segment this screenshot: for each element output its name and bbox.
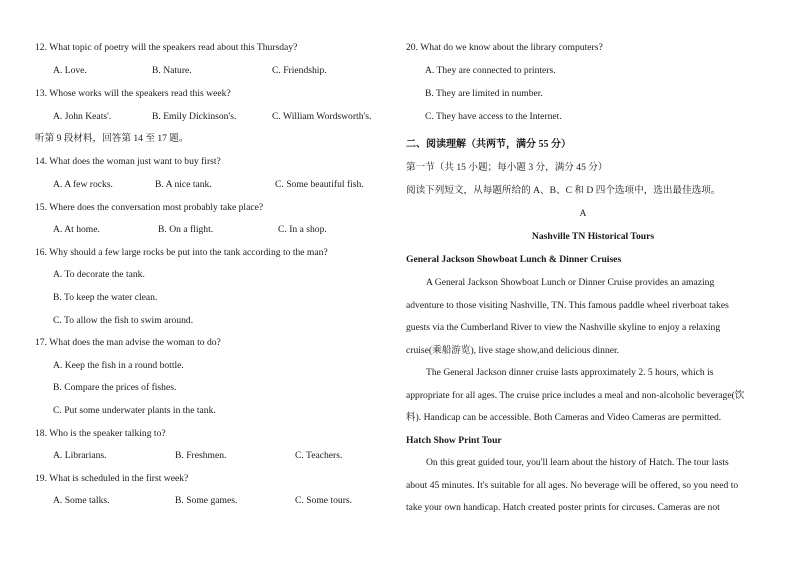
- p2-line-2: appropriate for all ages. The cruise price includes a meal and non-alcoholic beverage(饮: [406, 389, 745, 401]
- q16-option-a: A. To decorate the tank.: [53, 269, 145, 280]
- q20-option-b: B. They are limited in number.: [425, 88, 543, 99]
- q13-option-c: C. William Wordsworth's.: [272, 111, 372, 122]
- q12-option-c: C. Friendship.: [272, 65, 327, 76]
- q19-stem: 19. What is scheduled in the first week?: [35, 473, 189, 484]
- q14-stem: 14. What does the woman just want to buy first?: [35, 156, 221, 167]
- q20-stem: 20. What do we know about the library computers?: [406, 42, 603, 53]
- paragraph-1: [406, 272, 760, 362]
- p1-line-3: guests via the Cumberland River to view the Nashville skyline to enjoy a relaxing: [406, 322, 721, 333]
- q19-option-c: C. Some tours.: [295, 495, 353, 506]
- passage-title: Nashville TN Historical Tours: [531, 231, 655, 242]
- paragraph-2: [406, 362, 760, 430]
- q18-option-b: B. Freshmen.: [175, 450, 227, 461]
- listening-instruction: 听第 9 段材料，回答第 14 至 17 题。: [35, 133, 189, 144]
- q14-option-a: A. A few rocks.: [53, 179, 113, 190]
- q15-option-c: C. In a shop.: [278, 224, 327, 235]
- p2-line-1: The General Jackson dinner cruise lasts approximately 2. 5 hours, which is: [426, 367, 714, 378]
- q15-option-b: B. On a flight.: [158, 224, 214, 235]
- q17-stem: 17. What does the man advise the woman to do?: [35, 337, 221, 348]
- q12-option-b: B. Nature.: [152, 65, 192, 76]
- q19-option-b: B. Some games.: [175, 495, 238, 506]
- p2-line-3: 料). Handicap can be accessible. Both Cameras and Video Cameras are permitted.: [406, 412, 722, 423]
- q18-option-c: C. Teachers.: [295, 450, 343, 461]
- q20-option-a: A. They are connected to printers.: [425, 65, 556, 76]
- q16-stem: 16. Why should a few large rocks be put into the tank according to the man?: [35, 247, 328, 258]
- q17-option-a: A. Keep the fish in a round bottle.: [53, 360, 184, 371]
- q12-stem: 12. What topic of poetry will the speakers read about this Thursday?: [35, 42, 298, 53]
- q17-option-b: B. Compare the prices of fishes.: [53, 382, 177, 393]
- p3-line-1: On this great guided tour, you'll learn about the history of Hatch. The tour lasts: [426, 457, 729, 468]
- q19-option-a: A. Some talks.: [53, 495, 110, 506]
- q13-option-a: A. John Keats'.: [53, 111, 112, 122]
- p1-line-1: A General Jackson Showboat Lunch or Dinner Cruise provides an amazing: [426, 277, 715, 288]
- section-title: 二、阅读理解（共两节，满分 55 分）: [406, 139, 571, 150]
- p3-line-2: about 45 minutes. It's suitable for all ages. No beverage will be offered, so you need to: [406, 479, 739, 491]
- q14-option-c: C. Some beautiful fish.: [275, 179, 364, 190]
- paragraph-3: [406, 452, 760, 520]
- q15-stem: 15. Where does the conversation most probably take place?: [35, 202, 264, 213]
- q13-stem: 13. Whose works will the speakers read this week?: [35, 88, 231, 99]
- q14-option-b: B. A nice tank.: [155, 179, 212, 190]
- part1-title: 第一节（共 15 小题；每小题 3 分，满分 45 分）: [406, 162, 608, 173]
- q17-option-c: C. Put some underwater plants in the tank.: [53, 405, 216, 416]
- passage-letter: A: [579, 208, 587, 219]
- reading-directions: 阅读下列短文，从每题所给的 A、B、C 和 D 四个选项中，选出最佳选项。: [406, 185, 721, 196]
- q13-option-b: B. Emily Dickinson's.: [152, 111, 237, 122]
- q12-option-a: A. Love.: [53, 65, 87, 76]
- heading-general-jackson: General Jackson Showboat Lunch & Dinner Cruises: [406, 254, 622, 265]
- q18-option-a: A. Librarians.: [53, 450, 107, 461]
- q16-option-c: C. To allow the fish to swim around.: [53, 315, 194, 326]
- q18-stem: 18. Who is the speaker talking to?: [35, 428, 166, 439]
- q16-option-b: B. To keep the water clean.: [53, 292, 158, 303]
- p1-line-4: cruise(乘船游览), live stage show,and delicious dinner.: [406, 344, 620, 356]
- p1-line-2: adventure to those visiting Nashville, TN. This famous paddle wheel riverboat takes: [406, 299, 729, 311]
- q15-option-a: A. At home.: [53, 224, 100, 235]
- heading-hatch-show: Hatch Show Print Tour: [406, 435, 502, 446]
- q20-option-c: C. They have access to the Internet.: [425, 111, 562, 122]
- p3-line-3: take your own handicap. Hatch created poster prints for circuses. Cameras are not: [406, 502, 720, 513]
